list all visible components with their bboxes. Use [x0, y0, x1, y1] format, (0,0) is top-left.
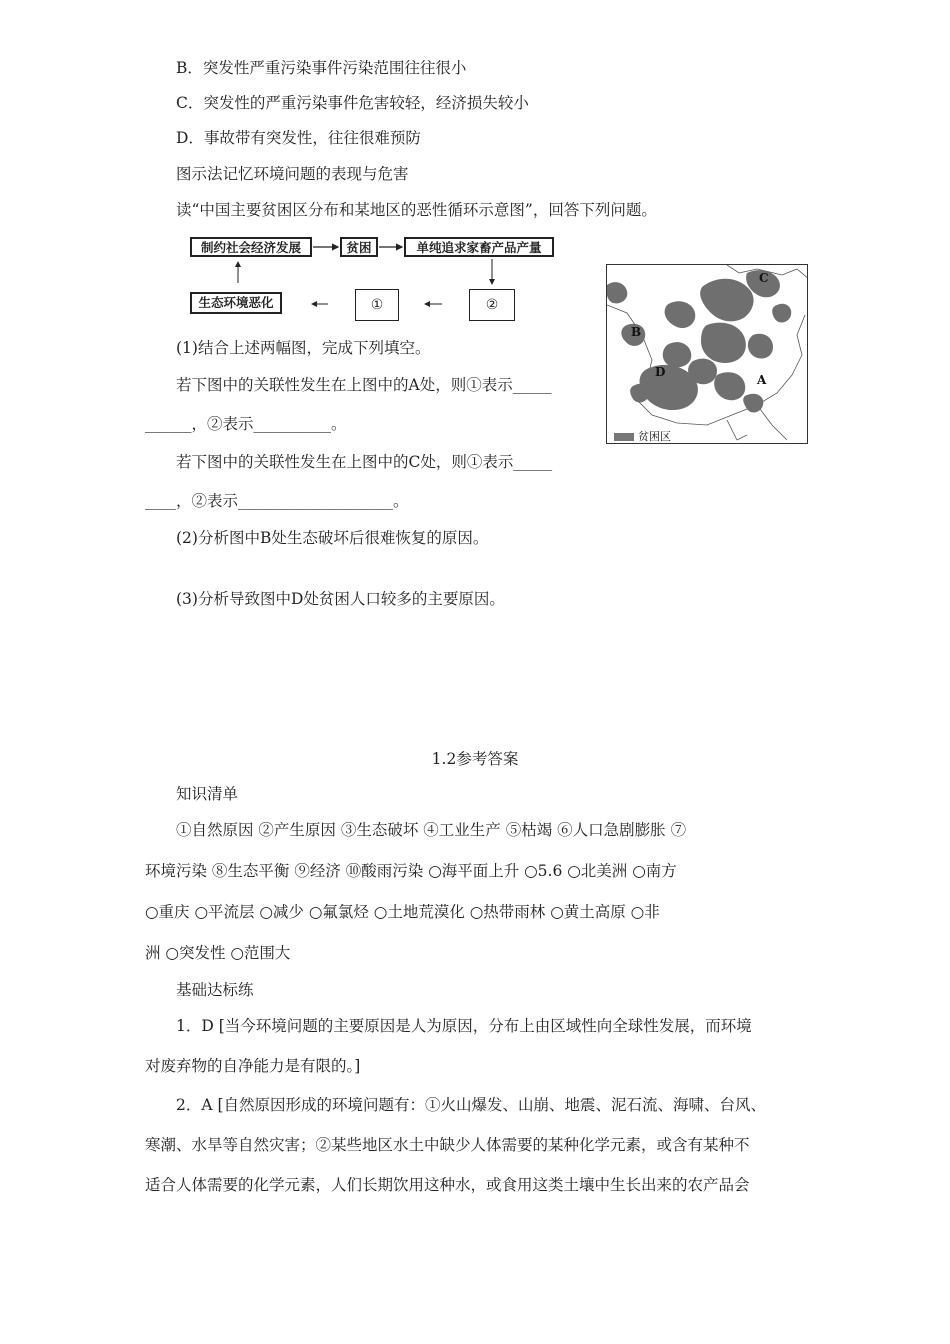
box-restrict-development: 制约社会经济发展	[190, 237, 312, 257]
poverty-map	[606, 264, 808, 444]
question-3: (3)分析导致图中D处贫困人口较多的主要原因。	[176, 590, 505, 608]
china-poverty-regions	[607, 265, 808, 444]
box-blank-1: ①	[355, 289, 399, 321]
knowledge-line-2: 环境污染 ⑧生态平衡 ⑨经济 ⑩酸雨污染 ○海平面上升 ○5.6 ○北美洲 ○南方	[145, 862, 677, 880]
map-legend	[614, 428, 671, 444]
question-2: (2)分析图中B处生态破坏后很难恢复的原因。	[176, 529, 489, 547]
box-poverty: 贫困	[340, 237, 378, 257]
map-label-b: B	[631, 325, 642, 339]
legend-swatch	[614, 433, 634, 441]
box-livestock-output: 单纯追求家畜产品产量	[404, 237, 554, 257]
question-prompt: 读“中国主要贫困区分布和某地区的恶性循环示意图”，回答下列问题。	[176, 201, 657, 219]
knowledge-heading: 知识清单	[176, 785, 239, 803]
box-blank-2: ②	[469, 289, 515, 321]
answer-1-line2: 对废弃物的自净能力是有限的。]	[145, 1057, 361, 1075]
question-1a-line2: ______，②表示__________。	[145, 415, 347, 433]
map-label-d: D	[655, 365, 666, 379]
question-1c-line2: ____，②表示____________________。	[145, 492, 409, 510]
answer-1-line1: 1．D [当今环境问题的主要原因是人为原因，分布上由区域性向全球性发展，而环境	[176, 1017, 752, 1035]
box-eco-deterioration: 生态环境恶化	[190, 292, 282, 314]
map-label-a: A	[757, 373, 767, 387]
knowledge-line-3: ○重庆 ○平流层 ○减少 ○氟氯烃 ○土地荒漠化 ○热带雨林 ○黄土高原 ○非	[145, 903, 660, 921]
answer-2-line3: 适合人体需要的化学元素，人们长期饮用这种水，或食用这类土壤中生长出来的农产品会	[145, 1176, 750, 1194]
answer-2-line1: 2．A [自然原因形成的环境问题有：①火山爆发、山崩、地震、泥石流、海啸、台风、	[176, 1096, 767, 1114]
knowledge-line-1: ①自然原因 ②产生原因 ③生态破坏 ④工业生产 ⑤枯竭 ⑥人口急剧膨胀 ⑦	[176, 821, 687, 839]
option-d: D．事故带有突发性，往往很难预防	[176, 129, 421, 147]
answer-2-line2: 寒潮、水旱等自然灾害；②某些地区水土中缺少人体需要的某种化学元素，或含有某种不	[145, 1136, 750, 1154]
question-1c-line1: 若下图中的关联性发生在上图中的C处，则①表示_____	[176, 453, 553, 471]
question-1: (1)结合上述两幅图，完成下列填空。	[176, 339, 431, 357]
map-label-c: C	[759, 271, 769, 285]
section-title: 图示法记忆环境问题的表现与危害	[176, 165, 409, 183]
basic-heading: 基础达标练	[176, 981, 254, 999]
legend-label: 贫困区	[638, 430, 671, 443]
diagram-arrows	[180, 230, 580, 330]
option-c: C．突发性的严重污染事件危害较轻，经济损失较小	[176, 94, 529, 112]
answers-title: 1.2参考答案	[431, 750, 519, 768]
option-b: B．突发性严重污染事件污染范围往往很小	[176, 59, 467, 77]
question-1a-line1: 若下图中的关联性发生在上图中的A处，则①表示_____	[176, 376, 552, 394]
knowledge-line-4: 洲 ○突发性 ○范围大	[145, 944, 291, 962]
